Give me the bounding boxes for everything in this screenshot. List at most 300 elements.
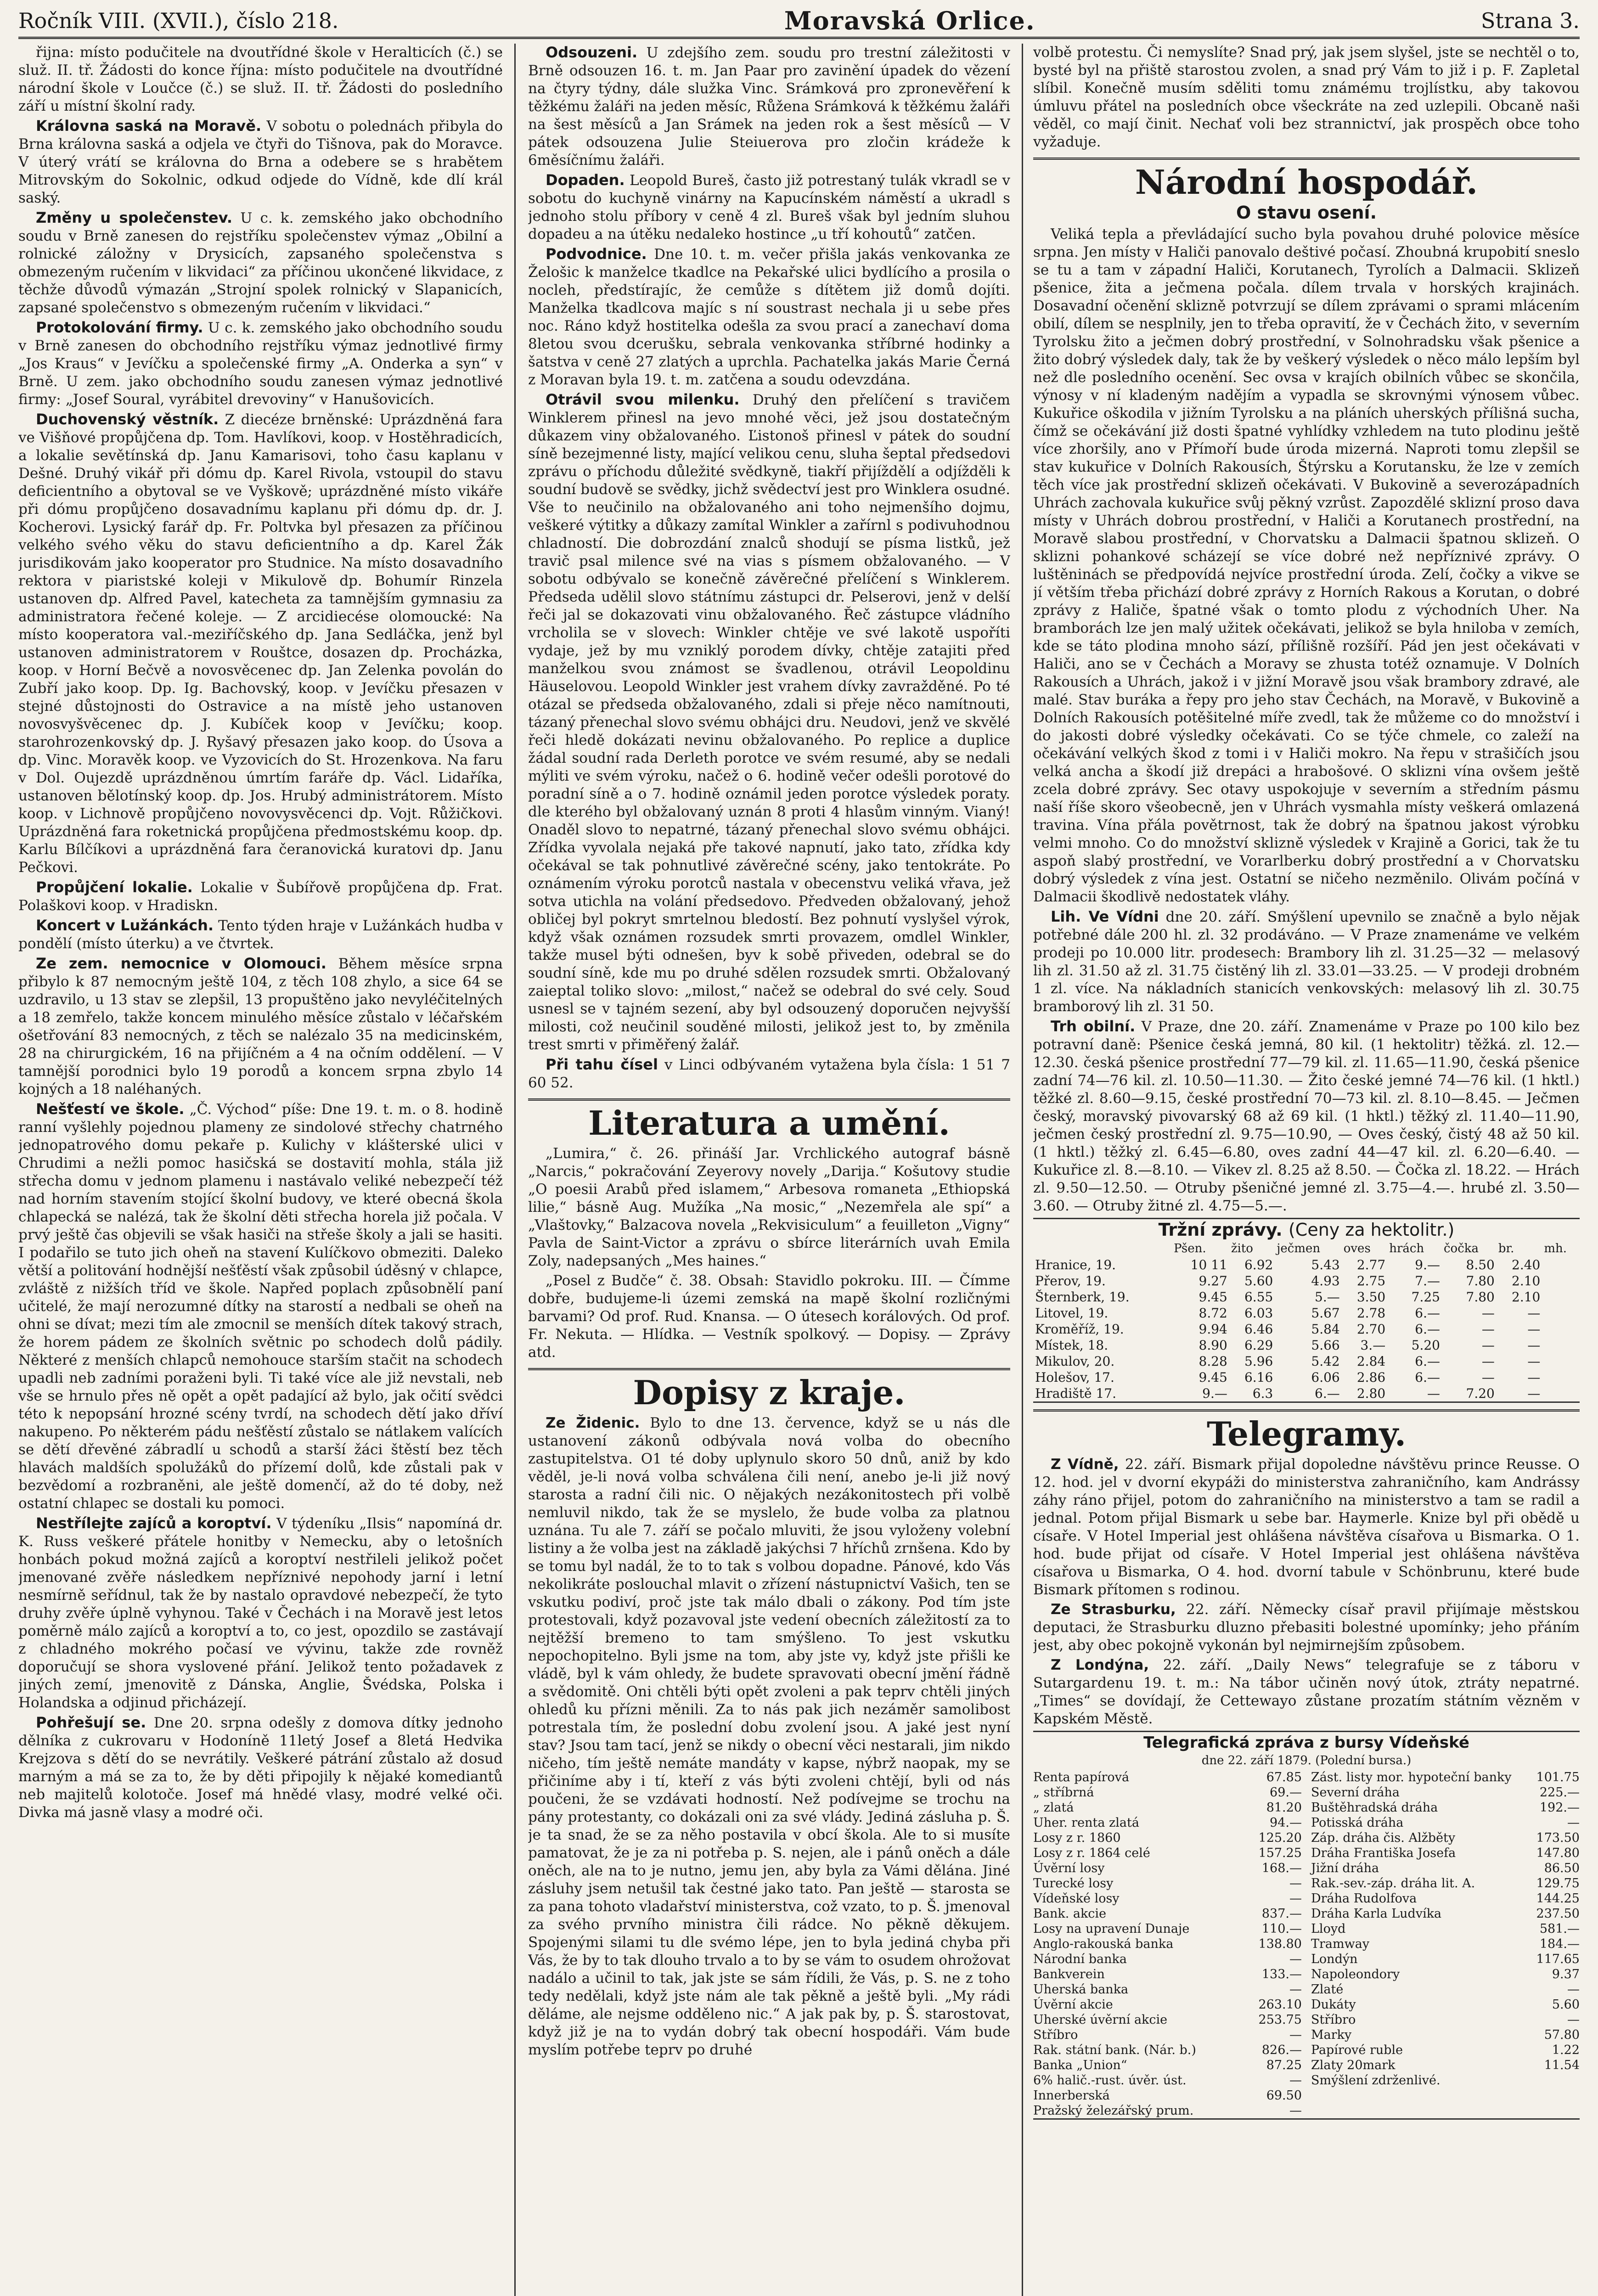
- bourse-label: Pražský železářský prum.: [1033, 2104, 1194, 2118]
- article-heading: Dopaden.: [546, 171, 625, 189]
- bourse-label: Uherská banka: [1033, 1982, 1129, 1997]
- bourse-row: [1311, 2058, 1580, 2073]
- section-title-telegrams: Telegramy.: [1033, 1409, 1580, 1454]
- table-cell: [1542, 1353, 1580, 1369]
- bourse-value: 225.—: [1539, 1785, 1580, 1800]
- table-cell: 5.20: [1411, 1338, 1440, 1353]
- bourse-label: Bank. akcie: [1033, 1907, 1107, 1921]
- table-cell: 2.84: [1356, 1354, 1386, 1369]
- bourse-label: Úvěrní akcie: [1033, 1998, 1113, 2012]
- article: [528, 391, 1010, 1054]
- market-prices-subheading: (Ceny za hektolitr.): [1288, 1220, 1455, 1240]
- bourse-row: [1033, 1785, 1302, 1800]
- bourse-row: [1033, 2012, 1302, 2027]
- bourse-left: [1033, 1770, 1302, 2118]
- table-cell: —: [1527, 1338, 1541, 1353]
- column-rule: [1022, 44, 1023, 2296]
- bourse-row: [1311, 1982, 1580, 1997]
- article: [528, 44, 1010, 169]
- bourse-row: [1311, 1861, 1580, 1876]
- table-header-cell: hrách: [1389, 1242, 1424, 1255]
- table-cell: 9.27: [1198, 1273, 1227, 1289]
- table-row: [1033, 1321, 1580, 1337]
- letter-text: Bylo to dne 13. července, když se u nás dle ustanovení zákonů odbývala nová volba do obecního zastupitelstva. O1 té doby uplynulo skoro 50 dnů, aniž by kdo věděl, je-li nová volba schválena čili není, anebo je-li již nový starosta a radní čili nic. O nějakých nezákonitostech při volbě nemluvil nikdo, tak že se myslelo, že bude volba za platnou uznána. Tu ale 7. září se počalo mluviti, že jsou vyloženy volební listiny a že volba jest na základě jakýchsi 7 hříchů zrnšena. Kdo by se tomu byl nadál, že to to tak s volbou dopadne. Pánové, kdo Vás nekolikráte poslouchal mlavit o zřízení nástupnictví Vašich, ten se vskutku podiví, proč jste tak málo dbali o zákony. Pod tím jste protestovali, když pozavoval jste vedení obecních záležitostí za to nejtěžší bremeno to tam smýšleno. To jest vskutku nepochopitelno. Byli jsme na tom, aby jste vy, když jste přišli ke vládě, byl k vám ohledy, že budete spravovati obecní jmění řádně a svědomitě. Oni chtěli býti opět zvoleni a pak teprv chtěli jiných ohledů ku přízni měnili. Za to nás pak jich nezáměr samolibost potrestala tím, že poslední dobu zvolení jsou. A jaké jest nyní stav? Jsou tam tací, jenž se nikdy o obecní věci nestarali, jim nikdo ničeho, tím ještě nemáte mandáty v kapse, nýbrž naopak, my se přičiníme aby i tí, kteří z vás býti zvoleni chtějí, byli od nás poučeni, že se vzdávati hodností. Než podívejme se trochu na pány protestanty, co dokázali oni za své vlády. Jediná zásluha p. Š. je ta snad, že se za něho postavila v obcí škola. Ale to si musíte pamatovat, že je za ni potřeba p. S. nejen, ale i pánů oněch a dále oněch, ale na to je nutno, jemu jen, aby byla za Vámi dělána. Jiné zásluhy jsem netušil tak čestné jako tato. Pan ještě — starosta se za pana tohoto vladařství ministerstva, což vzato, to p. Š. jmenoval za svého prvního ministra čili rádce. No pěkně děkujem. Spojenými silami tu dle svémo lépe, jen to byla jediná chyba při Vás, že by to tak dlouho trvalo a to by se vám to osudem ohrožovat nadálo a učinil to tak, jak jste se sám řídili, že Vás, p. S. ne z toho tedy nedělali, když jste nám ale tak pěkně a ještě byli. „My rádi děláme, ale nejsme odděleno nic.“ A jak pak by, p. Š. starostovat, když již je na to vydán dobrý tak obecní hospodáři. Vám bude myslím potřebe teprv po druhé: [528, 1415, 1010, 2058]
- market-prices-heading: Tržní zprávy.: [1158, 1220, 1283, 1240]
- bourse-value: —: [1289, 2104, 1302, 2118]
- table-row: [1033, 1257, 1580, 1273]
- bourse-row: [1033, 1830, 1302, 1846]
- article: [18, 209, 503, 317]
- bourse-row: [1311, 1936, 1580, 1952]
- table-header-cell: mh.: [1544, 1242, 1567, 1255]
- section-title-economy: Národní hospodář.: [1033, 158, 1580, 202]
- bourse-label: Uherské úvěrní akcie: [1033, 2013, 1168, 2027]
- article: [18, 411, 503, 877]
- bourse-value: 826.—: [1261, 2043, 1302, 2057]
- table-row: [1033, 1305, 1580, 1321]
- bourse-label: Buštěhradská dráha: [1311, 1801, 1438, 1815]
- table-cell: 6.92: [1244, 1257, 1273, 1272]
- bourse-value: 117.65: [1536, 1952, 1580, 1966]
- table-cell: 8.72: [1198, 1306, 1227, 1321]
- bourse-row: [1311, 1997, 1580, 2012]
- bourse-label: Lloyd: [1311, 1922, 1346, 1936]
- bourse-row: [1311, 1800, 1580, 1815]
- bourse-value: 157.25: [1258, 1846, 1302, 1860]
- bourse-label: Turecké losy: [1033, 1876, 1114, 1891]
- table-row: [1033, 1385, 1580, 1401]
- article-text: Leopold Bureš, často již potrestaný tulák vkradl se v sobotu do kuchyně vinárny na Kapucínském náměstí a ukradl s jednoho stolu příbory v ceně 4 zl. Bureš však byl jedním sluhou dopadeu a na útěku nedaleko hostince „u tří kohoutů“ zatčen.: [528, 172, 1010, 242]
- bourse-value: 1.22: [1552, 2043, 1580, 2057]
- bourse-label: Potisská dráha: [1311, 1816, 1404, 1830]
- bourse-value: 81.20: [1266, 1801, 1302, 1815]
- article-text: U c. k. zemského jako obchodního soudu v Brně zanesen do rejstříku společenstev výmaz „Obilní a rolnické záložny v Drysicích, zapsaného společenstva s obmezeným ručením v likvidaci“ za příčinou ukončené likvidace, z těchže důvodů výmazán „Strojní spolek rolnický v Slapanicích, zapsané společenstvo s obmezeným ručením v likvidaci.“: [18, 210, 503, 316]
- bourse-row: [1311, 1846, 1580, 1861]
- article-text: U c. k. zemského jako obchodního soudu v Brně zanesen do obchodního rejstříku výmaz jednotlivé firmy „Jos Kraus“ v Jevíčku a společenské firmy „A. Onderka a syn“ v Brně. U zem. jako obchodního soudu zanesen výmaz jednotlivé firmy: „Josef Soural, vyrábitel drevoviny“ v Hanušovicích.: [18, 320, 503, 408]
- table-cell: 7.—: [1415, 1273, 1440, 1289]
- bourse-label: Napoleondory: [1311, 1967, 1400, 1981]
- table-cell: 7.20: [1466, 1386, 1495, 1401]
- table-cell: 8.90: [1198, 1338, 1227, 1353]
- article-heading: Protokolování firmy.: [36, 319, 203, 336]
- article-heading: Duchovenský věstník.: [36, 411, 219, 428]
- table-cell: Hranice, 19.: [1035, 1257, 1116, 1272]
- table-cell: 2.77: [1356, 1257, 1386, 1272]
- article-heading: Propůjčení lokalie.: [36, 878, 193, 896]
- letter-continued: volbě protestu. Či nemyslíte? Snad prý, jak jsem slyšel, jste se nechtěl o to, bysté byl na přiště starostou zvolen, a snad prý Vám to již i p. F. Zapletal slíbil. Konečně musím sděliti tomu známému trojlístku, aby takovou úmluvu přátel na posledních obce všeckráte na zed uzlepili. Obcaně naši věděl, co mají činit. Nechať voli bez strannictví, jak prospěch obce toho vyžaduje.: [1033, 44, 1580, 150]
- bourse-value: 168.—: [1261, 1861, 1302, 1875]
- telegram: [1033, 1456, 1580, 1599]
- bourse-value: 184.—: [1539, 1937, 1580, 1951]
- article: [528, 245, 1010, 389]
- table-cell: [1542, 1289, 1580, 1305]
- article: [18, 1714, 503, 1822]
- bourse-value: 129.75: [1536, 1876, 1580, 1891]
- table-cell: 2.75: [1356, 1273, 1386, 1289]
- bourse-label: Severní dráha: [1311, 1785, 1400, 1800]
- bourse-row: [1311, 2027, 1580, 2043]
- article: [18, 878, 503, 915]
- bourse-label: Zást. listy mor. hypoteční banky: [1311, 1770, 1512, 1784]
- section-title-letters: Dopisy z kraje.: [528, 1368, 1010, 1412]
- bourse-row: [1033, 1967, 1302, 1982]
- table-cell: 6.29: [1244, 1338, 1273, 1353]
- table-cell: 6.—: [1315, 1386, 1340, 1401]
- bourse-row: [1311, 1921, 1580, 1936]
- bourse-row: [1033, 2088, 1302, 2103]
- table-cell: 5.96: [1244, 1354, 1273, 1369]
- table-cell: 2.80: [1356, 1386, 1386, 1401]
- article-heading: Odsouzeni.: [546, 44, 638, 61]
- column-rule: [514, 44, 516, 2296]
- bourse-right: [1311, 1770, 1580, 2118]
- telegram-place: Ze Strasburku,: [1051, 1601, 1176, 1618]
- table-cell: 2.78: [1356, 1306, 1386, 1321]
- article-heading: Při tahu čísel: [546, 1056, 658, 1073]
- bourse-row: [1033, 1921, 1302, 1936]
- page-number: Strana 3.: [1481, 8, 1580, 33]
- bourse-value: 133.—: [1261, 1967, 1302, 1981]
- bourse-row: [1033, 1876, 1302, 1891]
- table-cell: 8.50: [1466, 1257, 1495, 1272]
- bourse-label: 6% halič.-rust. úvěr. úst.: [1033, 2073, 1187, 2088]
- market-report: [1033, 1018, 1580, 1215]
- bourse-value: —: [1289, 1876, 1302, 1891]
- table-cell: 5.43: [1311, 1257, 1340, 1272]
- bourse-value: 9.37: [1552, 1967, 1580, 1981]
- bourse-row: [1033, 1891, 1302, 1906]
- table-cell: 2.70: [1356, 1322, 1386, 1337]
- table-cell: 5.84: [1311, 1322, 1340, 1337]
- bourse-box: [1033, 1731, 1580, 2120]
- table-cell: 2.40: [1512, 1257, 1541, 1272]
- article: [18, 955, 503, 1098]
- table-cell: 9.94: [1198, 1322, 1227, 1337]
- table-cell: 2.86: [1356, 1370, 1386, 1385]
- bourse-value: 87.25: [1266, 2058, 1302, 2072]
- table-cell: 6.—: [1415, 1306, 1440, 1321]
- bourse-label: Bankverein: [1033, 1967, 1105, 1981]
- letter: [528, 1414, 1010, 2059]
- table-cell: Kroměříž, 19.: [1035, 1322, 1124, 1337]
- masthead: Moravská Orlice.: [784, 6, 1035, 35]
- bourse-value: —: [1567, 1982, 1580, 1997]
- table-cell: 6.16: [1244, 1370, 1273, 1385]
- table-cell: 6.—: [1415, 1370, 1440, 1385]
- table-header-cell: Pšen.: [1174, 1242, 1206, 1255]
- table-cell: 4.93: [1311, 1273, 1340, 1289]
- table-cell: 9.—: [1415, 1257, 1440, 1272]
- table-cell: 3.—: [1360, 1338, 1386, 1353]
- article: [528, 1056, 1010, 1092]
- telegram-place: Z Londýna,: [1051, 1657, 1149, 1673]
- article-text: Tento týden hraje v Lužánkách hudba v pondělí (místo úterku) a ve čtvrtek.: [18, 917, 503, 952]
- bourse-label: Zlaty 20mark: [1311, 2058, 1395, 2072]
- bourse-row: [1311, 2012, 1580, 2027]
- table-header-cell: čočka: [1443, 1242, 1479, 1255]
- article-heading: Podvodnice.: [546, 245, 647, 263]
- bourse-row: [1033, 1770, 1302, 1785]
- article-text: Dne 20. srpna odešly z domova dítky jednoho dělníka z cukrovaru v Hodoníně 11letý Josef a 8letá Hedvika Krejzova s dětí do se nevrátily. Veškeré pátrání zůstalo až dosud marným a má se za to, že by děti připojily k nějaké komediantů neb majitelů kolotoče. Josef má hnědé vlasy, modré velké oči. Divka má jasně vlasy a modré oči.: [18, 1715, 503, 1821]
- bourse-label: Národní banka: [1033, 1952, 1127, 1966]
- table-cell: —: [1527, 1370, 1541, 1385]
- bourse-label: Dráha Rudolfova: [1311, 1891, 1417, 1906]
- table-header-cell: br.: [1498, 1242, 1514, 1255]
- bourse-value: 69.—: [1270, 1785, 1302, 1800]
- article-heading: Královna saská na Moravě.: [36, 117, 262, 135]
- bourse-value: 86.50: [1544, 1861, 1580, 1875]
- bourse-value: 837.—: [1261, 1907, 1302, 1921]
- article-heading: Pohřešují se.: [36, 1714, 146, 1731]
- article-text: V sobotu o polednách přibyla do Brna královna saská a odjela ve čtyři do Tišnova, pak do Moravce. V úterý vrátí se královna do Brna a odebere se s hrabětem Mitrovským do Sokolnic, odkud odjede do Vídně, kde dlí král saský.: [18, 118, 503, 206]
- bourse-label: Papírové ruble: [1311, 2043, 1403, 2057]
- telegram: [1033, 1601, 1580, 1654]
- bourse-value: —: [1289, 1982, 1302, 1997]
- table-cell: 6.—: [1415, 1354, 1440, 1369]
- bourse-row: [1033, 1997, 1302, 2012]
- table-cell: Šternberk, 19.: [1035, 1289, 1130, 1305]
- table-row: [1033, 1369, 1580, 1385]
- table-cell: —: [1527, 1322, 1541, 1337]
- table-cell: Přerov, 19.: [1035, 1273, 1106, 1289]
- table-cell: 6.06: [1311, 1370, 1340, 1385]
- article: [528, 171, 1010, 243]
- market-text: dne 20. září. Smýšlení upevnilo se značně a bylo nějak potřebné dále 200 hl. zl. 32 prodáváno. — V Praze znamenáme ve velkém prodeji po 10.000 litr. prodesech: Brambory lih zl. 31.25—32 — melasový lih zl. 31.50 až zl. 31.75 čistěný lih zl. 33.01—33.25. — V prodeji drobném 1 zl. více. Na nákladních stanicích venkovských: melasový lih zl. 30.75 bramborový lih zl. 31 50.: [1033, 909, 1580, 1015]
- table-cell: 9.—: [1202, 1386, 1227, 1401]
- bourse-value: —: [1567, 2013, 1580, 2027]
- table-cell: 7.80: [1466, 1273, 1495, 1289]
- bourse-row: [1033, 1952, 1302, 1967]
- literature-item: „Posel z Budče“ č. 38. Obsah: Stavidlo pokroku. III. — Čímme dobře, budujeme-li územi zemská na mapě školní rozličnými barvami? Od prof. Rud. Knansa. — O útesech korálových. Od prof. Fr. Nekuta. — Hlídka. — Vestník spolkový. — Dopisy. — Zprávy atd.: [528, 1272, 1010, 1361]
- market-prices-table: [1033, 1241, 1580, 1401]
- bourse-value: 253.75: [1258, 2013, 1302, 2027]
- bourse-label: „ zlatá: [1033, 1801, 1074, 1815]
- bourse-label: Anglo-rakouská banka: [1033, 1937, 1174, 1951]
- bourse-label: Uher. renta zlatá: [1033, 1816, 1139, 1830]
- table-cell: [1542, 1273, 1580, 1289]
- article-text: „Č. Východ“ píše: Dne 19. t. m. o 8. hodině ranní vyšlehly pojednou plameny ze sindolové střechy chatrného jednopatrového domu pekaře p. Kulichy v klášterské ulici v Chrudimi a nežli pomoc hasičská se dostavití mohla, stála již střecha domu v jednom plamenu i nastávalo veliké nebezpečí též nad horním stavením stojící školní budovy, ve které obecná škola chlapecká se nalézá, tak že školní děti střecha horela již počala. V prvý ještě čas objevili se však hasiči na střeše školy a jali se hasiti. I podařilo se tuto jich oheň na stavení Kulíčkovo obmeziti. Daleko větší a politování hodnější nešťěstí však způsobil úděsný v chlapce, zvláště z nižších tříd ve škole. Napřed poplach způsobnělí paní učitelé, že mají nerozumné dítky na starostí a nedbali se oheň na ohni se dívat; mezi tím ale zmocnil se menších dítek takový strach, že horem pádem ze školních světnic po schodech dolů pádily. Některé z menších chlapců nemohouce starším stačit na schodech upadli neb zadními poraženi byli. Ti také více ale již nevstali, neb vše se hrnulo přes ně opět a opět padající až bylo, jak očití svědci této k nepopsání hrozné scény tvrdí, na schodech dětí jako dříví nakupeno. Po některém pádu nešťěstí zůstalo se nátlakem valících se dětí dřevěné zábradlí u schodů a starší žáci štěstí bez těch hlavách maldších spolužáků do přízemí dolů, kde zůstali pak v bezvědomí a rozbraněni, ale ještě domenčí, až do té doby, než ostatní chlapec se dostali ku pomoci.: [18, 1101, 503, 1512]
- table-header-cell: oves: [1343, 1242, 1371, 1255]
- article-heading: Ze zem. nemocnice v Olomouci.: [36, 955, 326, 972]
- article: [18, 917, 503, 953]
- article-heading: Nestřílejte zajíců a koroptví.: [36, 1514, 272, 1532]
- article-text: řijna: místo podučitele na dvoutřídné škole v Heralticích (č.) se služ. II. tř. Žádosti do konce října: místo podučitele na dvoutřídné národní škole v Loučce (č.) se služ. II. tř. Žádosti do posledního září u místní školní rady.: [18, 44, 503, 114]
- article-text: Druhý den přelíčení s travičem Winklerem přinesl na jevo mnohé věci, jež jsou dostatečným důkazem viny obžalovaného. Ľistonoš přinesl v pátek do soudní síně bezejmenné listy, mající velikou cenu, sluha šeptal předsedovi zprávu o příchodu důležité svědkyně, tiakří přijíždělí a odjížděli k soudní budově se svědky, jichž svědectví jest pro Winklera osudné. Vše to neučinilo na obžalovaného ani toho nejmenšího dojmu, veškeré výtitky a důkazy zamítal Winkler a zařírnl s podivuhodnou chladností. Die dobrozdání znalců shodují se písma listků, jež travič psal milence své na vias s písmem obžalovaného. — V sobotu odbývalo se konečně závěrečné přelíčení s Winklerem. Předseda udělil slovo státnímu zástupci dr. Pelserovi, jenž v delší řeči jal se dokazovati vinu obžalovaného. Řeč zástupce vládního vrcholila se v slovech: Winkler chtěje ve své lakotě uspoříti vydaje, jež by mu vzniklý porodem dívky, chtěje zatajiti před manželkou svou známost se švadlenou, otrávil Leopoldinu Häuselovou. Leopold Winkler jest vrahem dívky zavražděné. Po té otázal se předseda obžalovaného, zdali si přeje něco namítnouti, tázaný přenechal slovo svému obhájci dru. Neudovi, jenž ve skvělé řeči hledě dokázati nevinu obžalovaného. Po replice a duplice žádal soudní rada Derleth porotce ve svém resumé, aby se nedali mýliti ve svém výroku, načež o 6. hodině večer odešli porotové do poradní síně a o 7. hodině oznámil jeden porotce výsledek poraty. dle kterého byl obžalovaný uznán 8 proti 4 hlasům vinným. Vianý! Onaděl slovo to nepatrné, tázaný přenechal slovo svému obhájci. Zřídka vyvolala nejaká pře takové napnutí, jako tato, zřídka kdy očekával se tak pohnutlivé závěrečné scény, jako tentokráte. Po oznámením výroku porotců nastala v obecenstvu veliká vřava, jež sotva utichla na volání předsedovo. Předveden obžalovaný, jehož obličej byl pokryt smrtelnou bledostí. Bez pohnutí vyslyšel výrok, když však oznámen rozsudek smrti provazem, omdlel Winkler, takže musel býti odnešen, byv k sobě přiveden, odebral se do soudní síně, kde mu po druhé sdělen rozsudek smrti. Obžalovaný zaieptal toliko slovo: „milost,“ načež se odebral do své cely. Soud usnesl se v tajném sezení, aby byl odsouzený doporučen nejvyšší milosti, což neučinil souděné milosti, jelikož jest to, by změnila trest smrti v přiměřený žalář.: [528, 392, 1010, 1053]
- bourse-label: Banka „Union“: [1033, 2058, 1127, 2072]
- bourse-row: [1033, 1861, 1302, 1876]
- bourse-row: [1033, 2073, 1302, 2088]
- market-prices-title: [1033, 1221, 1580, 1239]
- article-heading: Koncert v Lužánkách.: [36, 917, 214, 934]
- table-cell: [1542, 1369, 1580, 1385]
- bourse-row: [1033, 2027, 1302, 2043]
- article-heading: Změny u společenstev.: [36, 209, 233, 226]
- table-cell: 6.55: [1244, 1289, 1273, 1305]
- bourse-row: [1311, 1770, 1580, 1785]
- table-cell: —: [1481, 1338, 1495, 1353]
- table-cell: Hradiště 17.: [1035, 1386, 1116, 1401]
- article-text: Lokalie v Šubířově propůjčena dp. Frat. Polaškovi koop. v Hradiskn.: [18, 879, 503, 914]
- market-heading: Lih. Ve Vídni: [1051, 908, 1159, 925]
- bourse-value: 192.—: [1539, 1801, 1580, 1815]
- table-cell: —: [1427, 1386, 1440, 1401]
- bourse-label: Smýšlení zdrženlivé.: [1311, 2073, 1440, 2088]
- letter-place: Ze Židenic.: [546, 1415, 640, 1431]
- table-cell: 5.67: [1311, 1306, 1340, 1321]
- bourse-value: 173.50: [1536, 1831, 1580, 1845]
- table-header-cell: [1033, 1241, 1172, 1257]
- bourse-row: [1311, 2043, 1580, 2058]
- market-report: [1033, 908, 1580, 1016]
- table-cell: 3.50: [1356, 1289, 1386, 1305]
- bourse-label: Rak. státní bank. (Nár. b.): [1033, 2043, 1196, 2057]
- table-cell: [1542, 1305, 1580, 1321]
- bourse-value: 57.80: [1544, 2028, 1580, 2042]
- article-heading: Nešťestí ve škole.: [36, 1100, 185, 1118]
- table-row: [1033, 1289, 1580, 1305]
- table-cell: 5.42: [1311, 1354, 1340, 1369]
- bourse-value: 144.25: [1536, 1891, 1580, 1906]
- article-text: Během měsíce srpna přibylo k 87 nemocným ještě 104, z těch 108 zhylo, a sice 64 se uzdravilo, u 13 stav se zlepšil, 13 propuštěno jako nevyléčitelných a 18 zemřelo, takže koncem minulého měsíce zůstalo v léčařském ošetřování 83 nemocných, z těch se nalézalo 35 na medicinském, 28 na chirurgickém, 16 na přijíčném a 4 na očním oddělení. — V tamnější porodnici bylo 19 porodů a koncem srpna zbylo 14 kojných a 18 naléhaných.: [18, 956, 503, 1097]
- bourse-row: [1311, 1906, 1580, 1921]
- bourse-row: [1311, 1876, 1580, 1891]
- bourse-label: Losy na upravení Dunaje: [1033, 1922, 1190, 1936]
- telegram-place: Z Vídně,: [1051, 1456, 1119, 1473]
- market-prices-box: [1033, 1218, 1580, 1403]
- bourse-row: [1311, 1785, 1580, 1800]
- article-heading: Otrávil svou milenku.: [546, 391, 740, 408]
- issue-info: Ročník VIII. (XVII.), číslo 218.: [18, 8, 339, 33]
- bourse-value: 69.50: [1266, 2088, 1302, 2103]
- article-text: V týdeníku „Ilsis“ napomíná dr. K. Russ veškeré přátele honitby v Nemecku, aby o letošních honbách pokud možná zajíců a koroptví nestřileli jelikož počet jmenované zvěře následkem nepříznivé nepohody jarní i letní nesmírně seřídnul, tak že by nastalo opravdové nebezpečí, že tyto druhy zvěře úplně vyhynou. Také v Čechách i na Moravě jest letos poměrně málo zajíců a koroptví a to, co jest, opozdilo se zastávají z chladného mokrého počasí ve vývinu, takže zde rovněž doporučují se shora vyslovené přání. Jelikož tento požadavek z jiných zemí, jmenovitě z Dánska, Anglie, Švédska, Polska i Holandska a odjinud přicházejí.: [18, 1515, 503, 1711]
- bourse-value: 138.80: [1258, 1937, 1302, 1951]
- article: [18, 1100, 503, 1513]
- bourse-label: Losy z r. 1860: [1033, 1831, 1121, 1845]
- table-cell: [1542, 1385, 1580, 1401]
- bourse-label: Innerberská: [1033, 2088, 1110, 2103]
- table-cell: 6.46: [1244, 1322, 1273, 1337]
- table-cell: 9.45: [1198, 1370, 1227, 1385]
- bourse-value: —: [1567, 1816, 1580, 1830]
- table-cell: [1542, 1321, 1580, 1337]
- table-row: [1033, 1353, 1580, 1369]
- table-cell: —: [1481, 1322, 1495, 1337]
- table-cell: 7.25: [1411, 1289, 1440, 1305]
- article-text: U zdejšího zem. soudu pro trestní záležitosti v Brně odsouzen 16. t. m. Jan Paar pro zavinění úpadek do vězení na čtyry týdny, dále služka Vinc. Srámková pro zpronevěření k těžkému žaláři na jeden měsíc, Růžena Srámková k těžkému žaláři na šest měsíců a Jan Srámek na jeden rok a šest měsíců — V pátek odsouzena Julie Steiuerova pro zločin krádeže k 6měsíčnímu žaláři.: [528, 45, 1010, 169]
- table-cell: 6.—: [1415, 1322, 1440, 1337]
- literature-item: „Lumira,“ č. 26. přináší Jar. Vrchlického autograf básně „Narcis,“ pokračování Zeyerovy novely „Darija.“ Košutovy studie „O poesii Arabů před islamem,“ Arbesova romaneta „Ethiopská lilie,“ básně Aug. Mužíka „Na mosic,“ „Nezemřela ale spí“ a „Vlaštovky,“ Balzacova novela „Rekvisiculum“ a feuilleton „Vigny“ Pavla de Saint-Victor a zprávu o sbírce literárních uvah Emila Zoly, nadepsaných „Mes haines.“: [528, 1145, 1010, 1269]
- market-heading: Trh obilní.: [1051, 1018, 1136, 1035]
- economy-report: Veliká tepla a převládající sucho byla povahou druhé polovice měsíce srpna. Jen místy v Haliči panovalo deštivé počasí. Zhoubná krupobití sneslo se tu a tam v západní Haliči, Korutanech, Tyrolích a Dalmacii. Sklizeň pšenice, žita a ječmena počala. dílem trvala v horských krajinách. Dosavadní očenění sklizně potvrzují se dílem zprávami o sprami mlácením obilí, dílem se nesplnily, jen to třeba opravití, že v Čechách žito, v severním Tyrolsku žito a ječmen dobrý prostřední, v Solnohradsku však pšenice a žito dobrý výsledek daly, tak že by veškerý výsledek o něco málo lepším byl než dle posledního ocenění. Sec ovsa v krajích obilních vůbec se skončila, výnosy v ní kladeným nadějím a vypadla se skrovnými výnosem vůbec. Kukuřice oškodila v jižním Tyrolsku a na pláních uherských přílišná sucha, čímž se očekávání již dosti špatné vyhlídky vzhledem na tuto plodinu ještě více zhoršily, ano v Přímoří bude úroda mizerná. Naproti tomu zlepšil se stav kukuřice v Dolních Rakousích, Štýrsku a Korutansku, že lze v zemích těch více jak prostřední sklizeň očekávati. V Bukovině a severozápadních Uhrách zachovala kukuřice svůj pěkný vzrůst. Zapozdělé sklizní proso dava místy v Uhrách dobrou prostřední, v Haliči a Korutanech prostřední, na Moravě slabou prostřední, v Chorvatsku a Dalmacii špatnou sklizeň. O sklizni pohankové scházejí se více dobré než nepříznivé zprávy. O luštěninách se předpovídá nejvíce prostřední úroda. Zelí, čočky a vikve se jí větším třeba přichází dobré zprávy z Horních Rakous a Korutan, o dobré zprávy z Haliče, špatné však o tomto plodu z východních Uher. Na bramborách lze jen malý užitek očekávati, jelikož se byla hniloba v zemích, kde se táto plodina mnoho sází, přílišně rozšíří. Pád jen jest očekávati v Haliči, ano se v Čechách a Moravy se zhusta totéž oznamuje. V Dolních Rakousích a Uhrách, jakož i v jižní Moravě jsou však brambory zdravé, ale malé. Stav buráka a řepy pro jeho stav Čechách, na Moravě, v Bukovině a Dolních Rakousích potěšitelné míře zvedl, tak že můžeme co do množství i do jakosti dobré výsledky očekávati. Co se týče chmele, co zaleží na očekávání velkých škod z tomi i v Haliči mokro. Na řepu v strašičích jsou velká ancha a škodí již drepáci a hrabošové. O sklizni vína ovšem ještě zcela dobré zprávy. Sec otavy uspokojuje v severním a středním pásmu naší říše skoro všeobecně, jen v Uhrách vysmahla místy veškerá omlazená travina. Vína přála povětrnost, tak že dobrý na špatnou jakost výrobku velmi mnoho. Co do množství sklizně výsledek v Krajině a Gorici, tak že tu aspoň slabý prostřední, ve Vorarlberku dobrý prostřední a v Chorvatsku dobrý výsledek z vína jest. Ostatní se ničeho nezměnilo. Olivám počíná v Dalmacii škodlivě nedostatek vláhy.: [1033, 226, 1580, 905]
- bourse-label: „ stříbrná: [1033, 1785, 1094, 1800]
- bourse-label: Záp. dráha čis. Alžběty: [1311, 1831, 1456, 1845]
- table-cell: —: [1527, 1386, 1541, 1401]
- running-header: [18, 5, 1580, 39]
- column-2: [528, 44, 1010, 2296]
- article: [18, 319, 503, 409]
- table-cell: 6.03: [1244, 1306, 1273, 1321]
- bourse-label: Stříbro: [1033, 2028, 1078, 2042]
- bourse-label: Vídeňské losy: [1033, 1891, 1120, 1906]
- bourse-label: Stříbro: [1311, 2013, 1356, 2027]
- bourse-value: 581.—: [1539, 1922, 1580, 1936]
- bourse-label: Dukáty: [1311, 1998, 1356, 2012]
- table-cell: 10 11: [1190, 1257, 1227, 1272]
- bourse-row: [1033, 2103, 1302, 2118]
- bourse-value: 147.80: [1536, 1846, 1580, 1860]
- bourse-label: Tramway: [1311, 1937, 1370, 1951]
- bourse-row: [1311, 1891, 1580, 1906]
- table-cell: 7.80: [1466, 1289, 1495, 1305]
- bourse-row: [1311, 2073, 1580, 2088]
- bourse-label: Renta papírová: [1033, 1770, 1130, 1784]
- table-cell: —: [1481, 1306, 1495, 1321]
- table-cell: 5.—: [1315, 1289, 1340, 1305]
- table-cell: Litovel, 19.: [1035, 1306, 1108, 1321]
- bourse-value: 125.20: [1258, 1831, 1302, 1845]
- bourse-row: [1033, 1936, 1302, 1952]
- table-cell: Holešov, 17.: [1035, 1370, 1114, 1385]
- bourse-value: —: [1289, 1891, 1302, 1906]
- table-cell: 8.28: [1198, 1354, 1227, 1369]
- table-cell: —: [1481, 1354, 1495, 1369]
- table-cell: —: [1481, 1370, 1495, 1385]
- table-header-cell: ječmen: [1277, 1242, 1321, 1255]
- bourse-label: Rak.-sev.-záp. dráha lit. A.: [1311, 1876, 1475, 1891]
- table-cell: 9.45: [1198, 1289, 1227, 1305]
- bourse-title: Telegrafická zpráva z bursy Vídeňské: [1143, 1733, 1469, 1752]
- bourse-value: 94.—: [1270, 1816, 1302, 1830]
- bourse-label: Losy z r. 1864 celé: [1033, 1846, 1150, 1860]
- bourse-label: Jižní dráha: [1311, 1861, 1379, 1875]
- bourse-row: [1033, 1800, 1302, 1815]
- table-cell: 5.66: [1311, 1338, 1340, 1353]
- bourse-value: —: [1289, 2073, 1302, 2088]
- bourse-value: 5.60: [1552, 1998, 1580, 2012]
- table-header-cell: žito: [1231, 1242, 1253, 1255]
- article-text: v Linci odbývaném vytažena byla čísla: 1 51 7 60 52.: [528, 1057, 1010, 1091]
- bourse-row: [1311, 1815, 1580, 1830]
- bourse-value: 263.10: [1258, 1998, 1302, 2012]
- table-cell: Místek, 18.: [1035, 1338, 1108, 1353]
- bourse-label: Úvěrní losy: [1033, 1861, 1105, 1875]
- bourse-columns: [1033, 1770, 1580, 2118]
- bourse-value: 11.54: [1544, 2058, 1580, 2072]
- bourse-value: 101.75: [1536, 1770, 1580, 1784]
- section-subtitle: O stavu osení.: [1236, 203, 1377, 223]
- table-body: [1033, 1257, 1580, 1401]
- telegram-text: 22. září. Bismark přijal dopoledne návštěvu prince Reusse. O 12. hod. jel v dvorní ekypáži do ministerstva zahraničního, kam Andrássy záhy ráno přijel, potom do zahraničního na ministerstvo a tam se radil a jednal. Potom přijal Bismark u sebe bar. Haymerle. Knize byl při obědě u císaře. V Hotel Imperial jest ohlášena návštěva císařova u Bismarka. O 1. hod. bude přijat od císaře. V Hotel Imperial jest ohlášena návštěva císařova u Bismarka, O 4. hod. dvorní tabule v Schönbrunu, které bude Bismark přítomen s rodinou.: [1033, 1456, 1580, 1598]
- bourse-date: dne 22. září 1879. (Polední bursa.): [1201, 1754, 1412, 1767]
- bourse-label: Zlaté: [1311, 1982, 1344, 1997]
- table-row: [1033, 1337, 1580, 1353]
- column-1: [18, 44, 503, 2296]
- table-cell: [1542, 1337, 1580, 1353]
- market-text: V Praze, dne 20. září. Znamenáme v Praze po 100 kilo bez potravní daně: Pšenice česká jemná, 80 kil. (1 hektolitr) těžká. zl. 12.—12.30. česká pšenice prostřední 77—79 kil. zl. 11.65—11.90, česká pšenice zadní 74—76 kil. zl. 10.50—11.30. — Žito české jemné 74—76 kil. (1 hktl.) těžké zl. 8.60—9.15, české prostřední 70—73 kil. zl. 8.10—8.45. — Ječmen český, moravský pivovarský 68 až 69 kil. (1 hktl.) těžký zl. 11.40—11.90, ječmen český prostřední zl. 9.75—10.90, — Oves český, čistý 48 až 50 kil. (1 hktl.) těžký zl. 6.45—6.80, oves zadní 44—47 kil. zl. 6.20—6.40. — Kukuřice zl. 8.—8.10. — Vikev zl. 8.25 až 8.50. — Čočka zl. 18.22. — Hrách zl. 9.50—12.50. — Otruby pšeničné jemné zl. 3.75—4.—. hrubé zl. 3.50—3.60. — Otruby žitné zl. 4.75—5.—.: [1033, 1019, 1580, 1214]
- bourse-row: [1033, 1906, 1302, 1921]
- table-cell: —: [1527, 1354, 1541, 1369]
- article-text: Dne 10. t. m. večer přišla jakás venkovanka ze Želošic k manželce tkadlce na Pekařské ulici bydlícího a prosila o nocleh, předstírajíc, že cemůže s dítětem již domů dojíti. Manželka tkadlcova majíc s ní soustrast nechala ji u sebe přes noc. Ráno když hostitelka odešla za svou prací a zanechaví doma 8letou svou dcerušku, sebrala venkovanka stříbrné hodinky a šatstva v ceně 27 zlatých a uprchla. Pachatelka jakás Marie Černá z Moravan byla 19. t. m. zatčena a soudu odevzdána.: [528, 246, 1010, 388]
- bourse-label: Marky: [1311, 2028, 1352, 2042]
- article: [18, 1514, 503, 1712]
- bourse-row: [1311, 1830, 1580, 1846]
- table-cell: 2.10: [1512, 1273, 1541, 1289]
- bourse-row: [1033, 2043, 1302, 2058]
- table-row: [1033, 1273, 1580, 1289]
- bourse-value: 67.85: [1266, 1770, 1302, 1784]
- bourse-row: [1033, 1815, 1302, 1830]
- bourse-value: 110.—: [1261, 1922, 1302, 1936]
